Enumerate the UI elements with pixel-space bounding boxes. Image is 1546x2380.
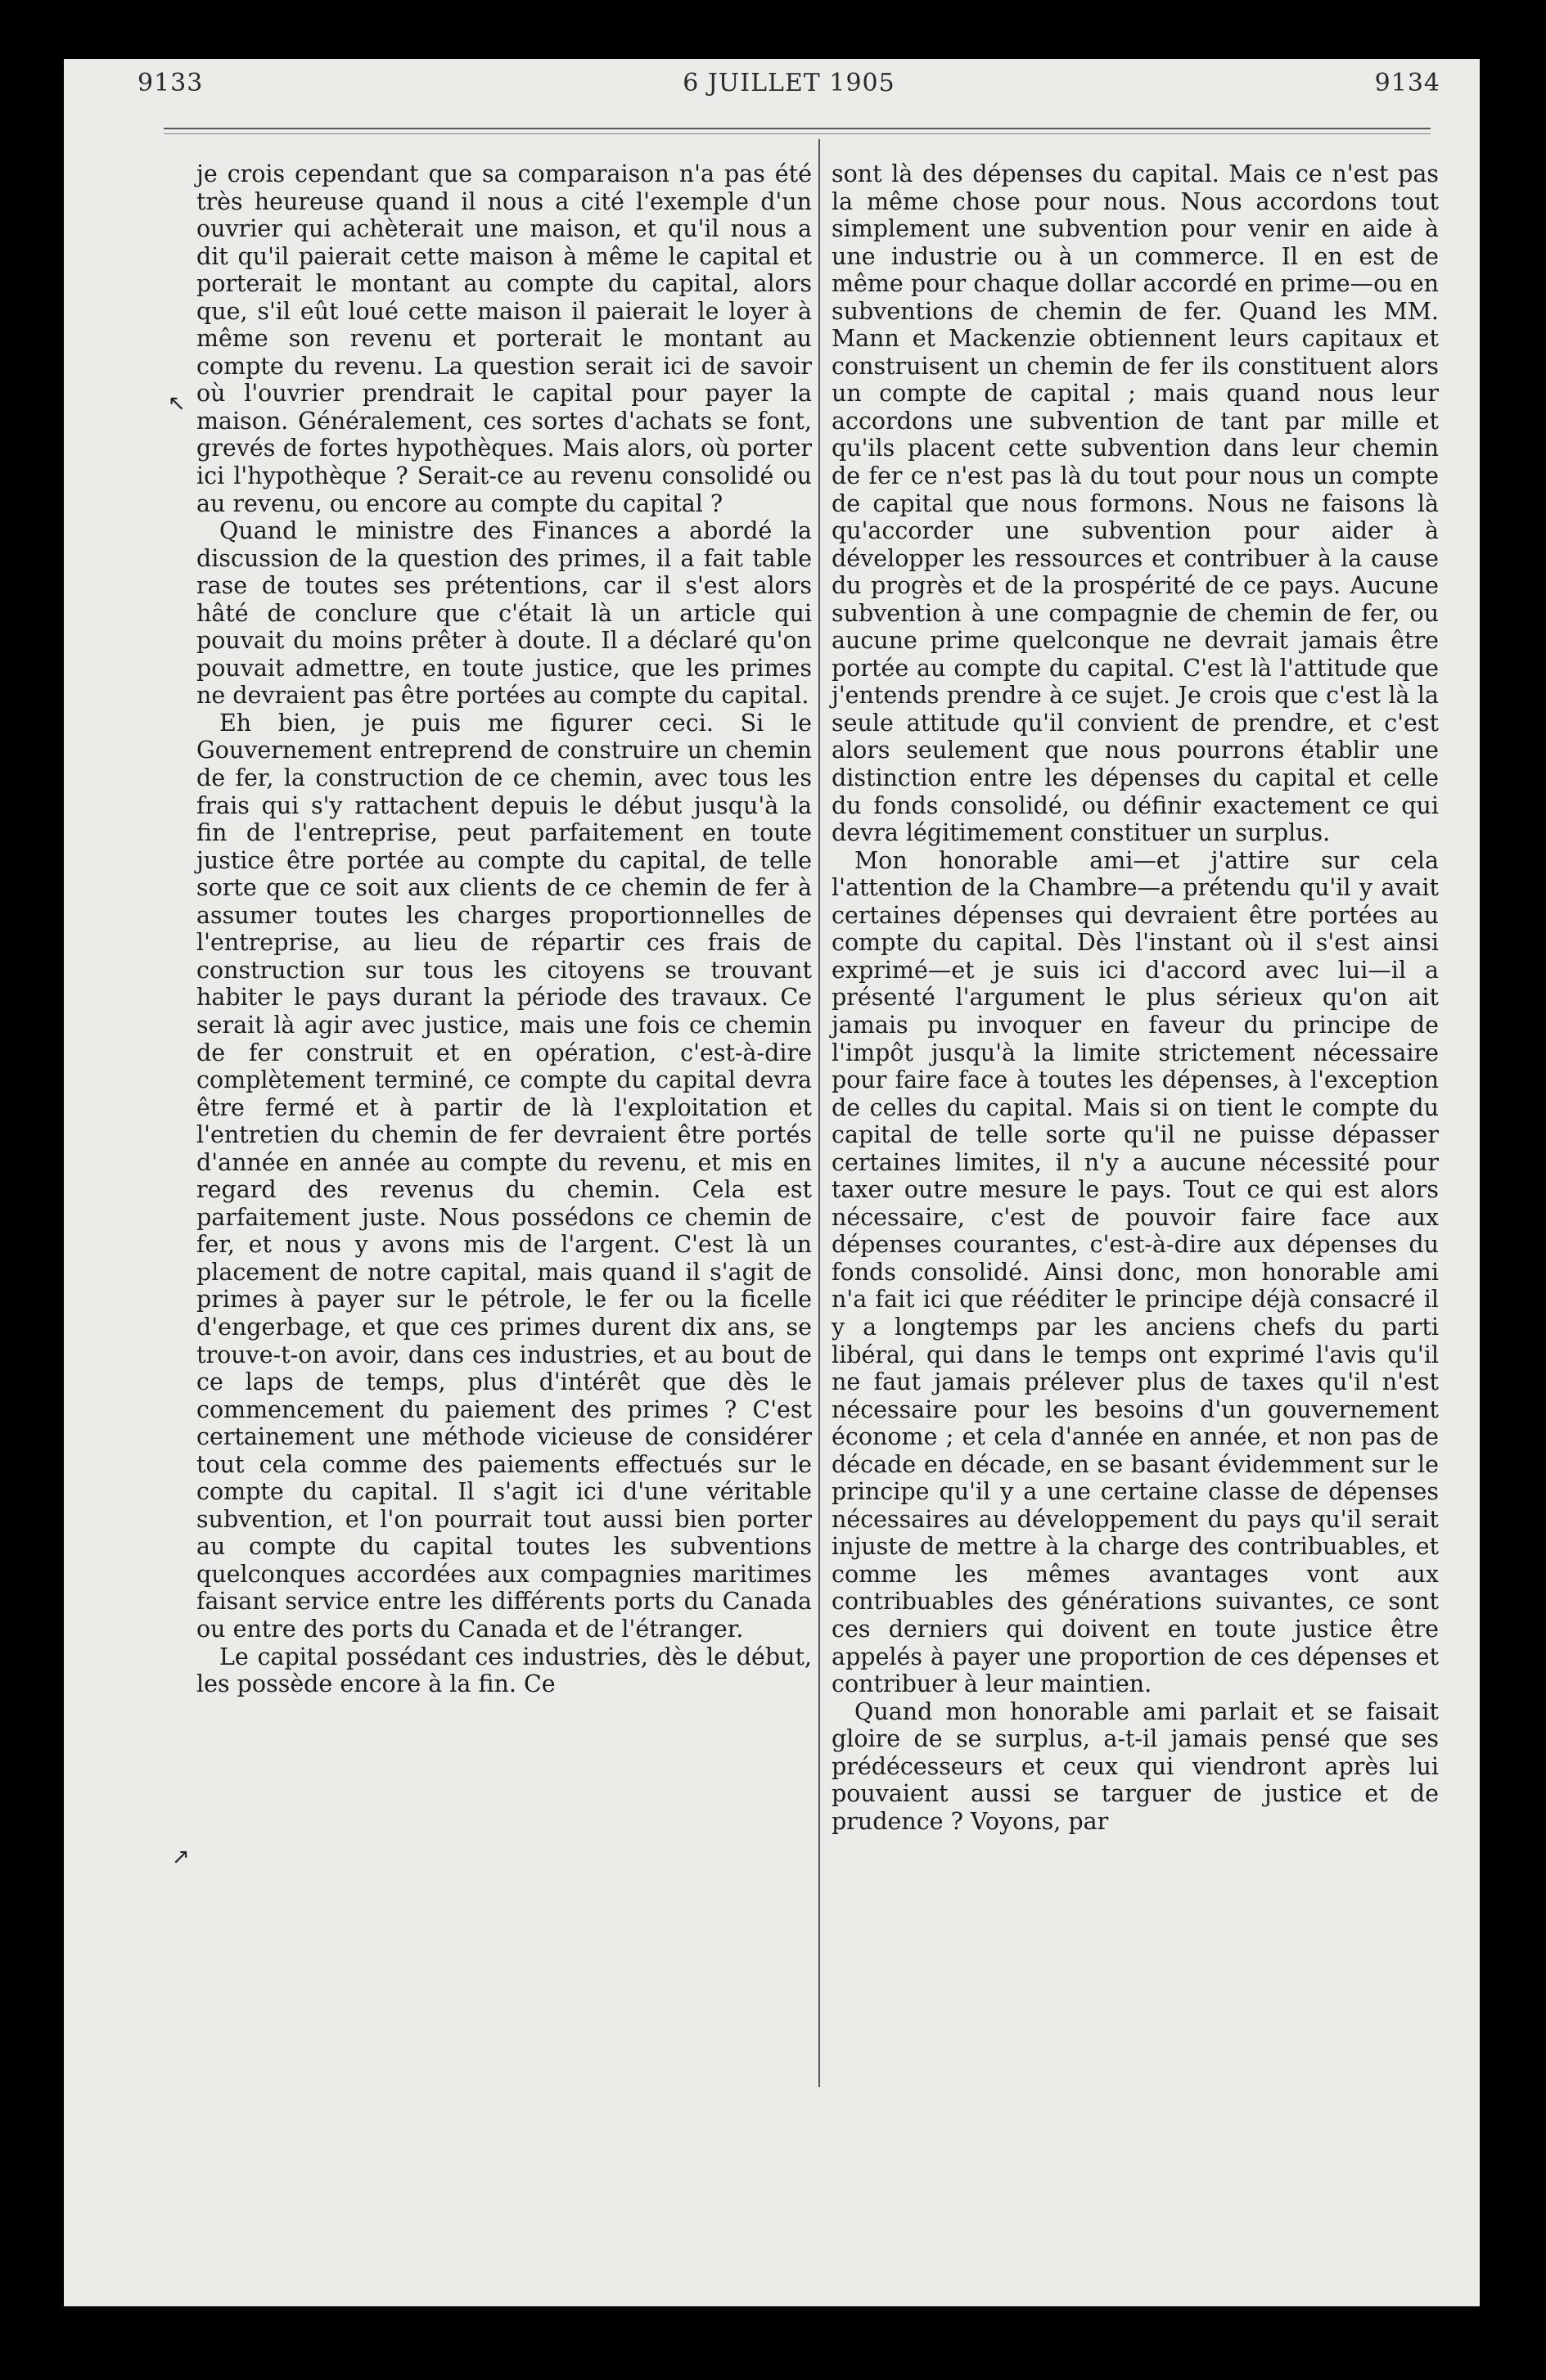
paragraph: Eh bien, je puis me figurer ceci. Si le Gouvernement entreprend de construire un chemin de fer, la construction de ce chemin, avec tous les frais qui s'y rattachent depuis le début jusqu'à la fin de l'entreprise, peut parfaitement en toute justice être portée au compte du capital, de telle sorte que ce soit aux clients de ce chemin de fer à assumer toutes les charges proportionnelles de l'entreprise, au lieu de répartir ces frais de construction sur tous les citoyens se trouvant habiter le pays durant la période des travaux. Ce serait là agir avec justice, mais une fois ce chemin de fer construit et en opération, c'est-à-dire complètement terminé, ce compte du capital devra être fermé et à partir de là l'exploitation et l'entretien du chemin de fer devraient être portés d'année en année au compte du revenu, et mis en regard des revenus du chemin. Cela est parfaitement juste. Nous possédons ce chemin de fer, et nous y avons mis de l'argent. C'est là un placement de notre capital, mais quand il s'agit de primes à payer sur le pétrole, le fer ou la ficelle d'engerbage, et que ces primes durent dix ans, se trouve-t-on avoir, dans ces industries, et au bout de ce laps de temps, plus d'intérêt que dès le commencement du paiement des primes ? C'est certainement une méthode vicieuse de considérer tout cela comme des paiements effectués sur le compte du capital. Il s'agit ici d'une véritable subvention, et l'on pourrait tout aussi bien porter au compte du capital toutes les subventions quelconques accordées aux compagnies maritimes faisant service entre les différents ports du Canada ou entre des ports du Canada et de l'étranger. bbox=[196, 709, 812, 1643]
column-divider bbox=[818, 139, 820, 2087]
paragraph: Quand le ministre des Finances a abordé la discussion de la question des primes, il a fait table rase de toutes ses prétentions, car il s'est alors hâté de conclure que c'était là un article qui pouvait du moins prêter à doute. Il a déclaré qu'on pouvait admettre, en toute justice, que les primes ne devraient pas être portées au compte du capital. bbox=[196, 517, 812, 710]
paragraph: Le capital possédant ces industries, dès le début, les possède encore à la fin. Ce bbox=[196, 1643, 812, 1698]
paragraph: sont là des dépenses du capital. Mais ce n'est pas la même chose pour nous. Nous accordons tout simplement une subvention pour venir en aide à une industrie ou à un commerce. Il en est de même pour chaque dollar accordé en prime—ou en subventions de chemin de fer. Quand les MM. Mann et Mackenzie obtiennent leurs capitaux et construisent un chemin de fer ils constituent alors un compte de capital ; mais quand nous leur accordons une subvention de tant par mille et qu'ils placent cette subvention dans leur chemin de fer ce n'est pas là du tout pour nous un compte de capital que nous formons. Nous ne faisons là qu'accorder une subvention pour aider à développer les ressources et contribuer à la cause du progrès et de la prospérité de ce pays. Aucune subvention à une compagnie de chemin de fer, ou aucune prime quelconque ne devrait jamais être portée au compte du capital. C'est là l'attitude que j'entends prendre à ce sujet. Je crois que c'est là la seule attitude qu'il convient de prendre, et c'est alors seulement que nous pourrons établir une distinction entre les dépenses du capital et celle du fonds consolidé, ou définir exactement ce qui devra légitimement constituer un surplus. bbox=[832, 160, 1439, 847]
header-date: 6 JUILLET 1905 bbox=[683, 69, 895, 97]
page-header bbox=[137, 69, 1440, 118]
right-text-column bbox=[832, 160, 1439, 1835]
paragraph: Quand mon honorable ami parlait et se faisait gloire de se surplus, a-t-il jamais pensé que ses prédécesseurs et ceux qui viendront après lui pouvaient aussi se targuer de justice et de prudence ? Voyons, par bbox=[832, 1697, 1439, 1835]
header-rule-secondary bbox=[164, 133, 1431, 134]
left-text-column bbox=[196, 160, 812, 1698]
page-number-left: 9133 bbox=[137, 69, 204, 97]
paragraph: je crois cependant que sa comparaison n'a pas été très heureuse quand il nous a cité l'exemple d'un ouvrier qui achèterait une maison, et qu'il nous a dit qu'il paierait cette maison à même le capital et porterait le montant au compte du capital, alors que, s'il eût loué cette maison il paierait le loyer à même son revenu et porterait le montant au compte du revenu. La question serait ici de savoir où l'ouvrier prendrait le capital pour payer la maison. Généralement, ces sortes d'achats se font, grevés de fortes hypothèques. Mais alors, où porter ici l'hypothèque ? Serait-ce au revenu consolidé ou au revenu, ou encore au compte du capital ? bbox=[196, 160, 812, 517]
margin-arrow-mark: ↖ bbox=[168, 391, 186, 416]
header-rule bbox=[164, 128, 1431, 129]
page-number-right: 9134 bbox=[1374, 69, 1440, 97]
paragraph: Mon honorable ami—et j'attire sur cela l'attention de la Chambre—a prétendu qu'il y avait certaines dépenses qui devraient être portées au compte du capital. Dès l'instant où il s'est ainsi exprimé—et je suis ici d'accord avec lui—il a présenté l'argument le plus sérieux qu'on ait jamais pu invoquer en faveur du principe de l'impôt jusqu'à la limite strictement nécessaire pour faire face à toutes les dépenses, à l'exception de celles du capital. Mais si on tient le compte du capital de telle sorte qu'il ne puisse dépasser certaines limites, il n'y a aucune nécessité pour taxer outre mesure le pays. Tout ce qui est alors nécessaire, c'est de pouvoir faire face aux dépenses courantes, c'est-à-dire aux dépenses du fonds consolidé. Ainsi donc, mon honorable ami n'a fait ici que rééditer le principe déjà consacré il y a longtemps par les anciens chefs du parti libéral, qui dans le temps ont exprimé l'avis qu'il ne faut jamais prélever plus de taxes qu'il n'est nécessaire pour les besoins d'un gouvernement économe ; et cela d'année en année, et non pas de décade en décade, en se basant évidemment sur le principe qu'il y a une certaine classe de dépenses nécessaires au développement du pays qu'il serait injuste de mettre à la charge des contribuables, et comme les mêmes avantages vont aux contribuables des générations suivantes, ce sont ces derniers qui doivent en toute justice être appelés à payer une proportion de ces dépenses et contribuer à leur maintien. bbox=[832, 846, 1439, 1698]
margin-arrow-mark: ↗ bbox=[172, 1845, 190, 1869]
